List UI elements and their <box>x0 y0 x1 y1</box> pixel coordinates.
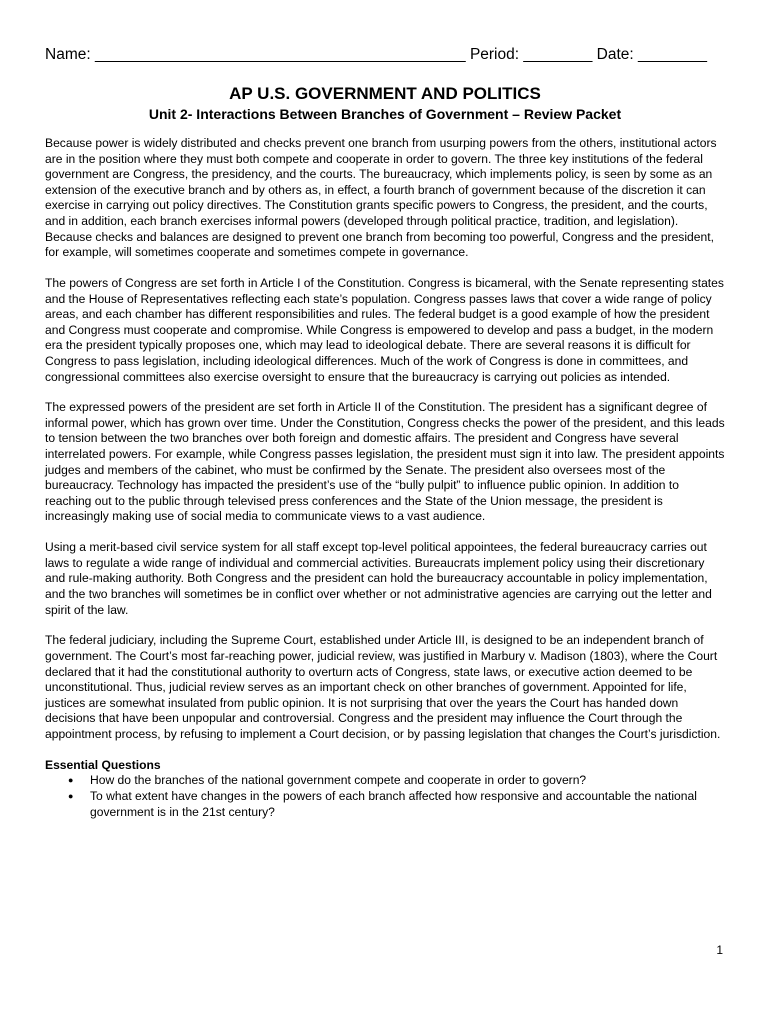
paragraph-congress: The powers of Congress are set forth in Article I of the Constitution. Congress is bicameral, with the Senate representing states and the House of Representatives reflecting each state’s population. Congress passes laws that cover a wide range of policy areas, and each chamber has different responsibilities and rules. The federal budget is a good example of how the president and Congress must cooperate and compromise. While Congress is empowered to develop and pass a budget, in the modern era the president typically proposes one, which may lead to ideological debate. There are several reasons it is difficult for Congress to pass legislation, including ideological differences. Much of the work of Congress is done in committees, and congressional committees also exercise oversight to ensure that the bureaucracy is carrying out policies as intended. <box>45 275 724 384</box>
paragraph-intro: Because power is widely distributed and checks prevent one branch from usurping powers from the others, institutional actors are in the position where they must both compete and cooperate in order to govern. The three key institutions of the federal government are Congress, the presidency, and the courts. The bureaucracy, which implements policy, is seen by some as an extension of the executive branch and by others as, in effect, a fourth branch of government because of the discretion it can exercise in carrying out policy directives. The Constitution grants specific powers to Congress, the president, and the courts, and in addition, each branch exercises informal powers (developed through political practice, tradition, and legislation). Because checks and balances are designed to prevent one branch from becoming too powerful, Congress and the president, for example, will sometimes cooperate and sometimes compete in governance. <box>45 136 717 260</box>
document-page <box>45 44 725 820</box>
list-item <box>45 773 725 789</box>
essential-questions-section <box>45 758 725 820</box>
bullet-icon: ● <box>68 775 74 786</box>
paragraph-judiciary: The federal judiciary, including the Supreme Court, established under Article III, is designed to be an independent branch of government. The Court’s most far-reaching power, judicial review, was justified in Marbury v. Madison (1803), where the Court declared that it had the constitutional authority to overturn acts of Congress, state laws, or executive action deemed to be unconstitutional. Thus, judicial review serves as an important check on other branches of government. Appointed for life, justices are somewhat insulated from public opinion. It is not surprising that over the years the Court has handed down decisions that have been unpopular and controversial. Congress and the president may influence the Court through the appointment process, by refusing to implement a Court decision, or by passing legislation that changes the Court’s jurisdiction. <box>45 633 721 741</box>
document-subtitle: Unit 2- Interactions Between Branches of Government – Review Packet <box>148 106 622 122</box>
paragraph-president: The expressed powers of the president are set forth in Article II of the Constitution. The president has a significant degree of informal power, which has grown over time. Under the Constitution, Congress checks the power of the president, and this leads to tension between the two branches over both foreign and domestic affairs. The president and Congress have several interrelated powers. For example, while Congress passes legislation, the president must sign it into law. The president appoints judges and members of the cabinet, who must be confirmed by the Senate. The president also oversees most of the bureaucracy. Technology has impacted the president’s use of the “bully pulpit” to influence public opinion. In addition to reaching out to the public through televised press conferences and the State of the Union message, the president is increasingly making use of social media to communicate views to a vast audience. <box>45 400 725 524</box>
essential-questions-heading: Essential Questions <box>45 757 161 772</box>
bullet-icon: ● <box>68 790 74 801</box>
paragraph-bureaucracy: Using a merit-based civil service system for all staff except top-level political appointees, the federal bureaucracy carries out laws to regulate a wide range of individual and commercial activities. Bureaucrats implement policy using their discretionary and rule-making authority. Both Congress and the president can hold the bureaucracy accountable in policy implementation, and the two branches will sometimes be in conflict over whether or not administrative agencies are carrying out the letter and spirit of the law. <box>45 540 712 617</box>
page-number: 1 <box>716 943 723 957</box>
question-text: How do the branches of the national government compete and cooperate in order to govern? <box>90 773 587 788</box>
list-item <box>45 789 725 820</box>
document-title: AP U.S. GOVERNMENT AND POLITICS <box>229 84 541 103</box>
essential-questions-list <box>45 773 725 820</box>
question-text: To what extent have changes in the powers of each branch affected how responsive and accountable the national government is in the 21st century? <box>90 788 697 819</box>
name-period-date-line: Name: ___________________________________________ Period: ________ Date: ________ <box>45 46 707 63</box>
